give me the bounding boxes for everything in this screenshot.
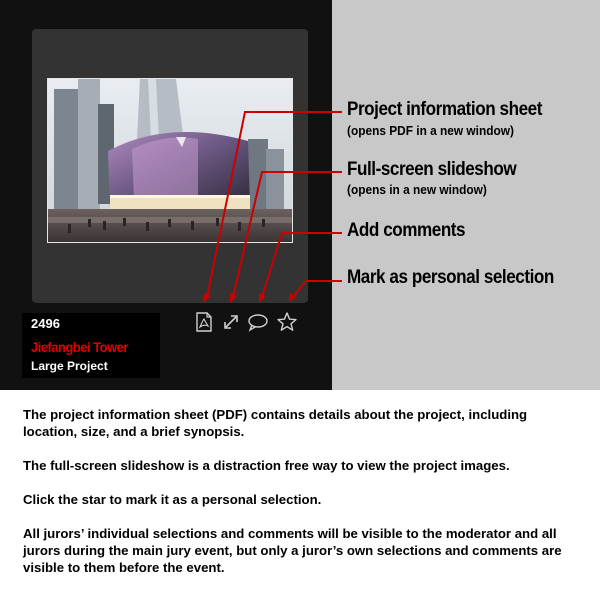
slideshow-callout-title: Full-screen slideshow — [347, 159, 517, 180]
description-paragraph-pdf: The project information sheet (PDF) contains details about the project, including location, size, and a brief synopsis. — [23, 407, 528, 439]
pdf-callout-line — [207, 112, 342, 297]
comments-arrowhead — [259, 293, 266, 303]
pdf-callout-subtitle: (opens PDF in a new window) — [347, 124, 514, 138]
pdf-arrowhead — [203, 293, 211, 303]
project-title[interactable]: Jiefangbei Tower — [31, 339, 128, 355]
slideshow-callout-line — [233, 172, 342, 297]
slideshow-callout-subtitle: (opens in a new window) — [347, 183, 487, 197]
slideshow-arrowhead — [230, 293, 237, 303]
description-paragraph-star: Click the star to mark it as a personal selection. — [23, 492, 322, 507]
description-paragraph-slideshow: The full-screen slideshow is a distraction free way to view the project images. — [23, 458, 510, 473]
selection-callout-line — [293, 281, 342, 297]
project-number: 2496 — [31, 316, 60, 331]
description-paragraph-visibility: All jurors’ individual selections and comments will be visible to the moderator and all jurors during the main jury event, but only a juror’s own selections and comments are visible to them before the event. — [23, 526, 562, 575]
description-text — [23, 406, 583, 593]
pdf-callout-title: Project information sheet — [347, 99, 542, 120]
selection-callout-title: Mark as personal selection — [347, 267, 554, 288]
comments-callout-title: Add comments — [347, 220, 466, 241]
project-category: Large Project — [31, 359, 108, 373]
